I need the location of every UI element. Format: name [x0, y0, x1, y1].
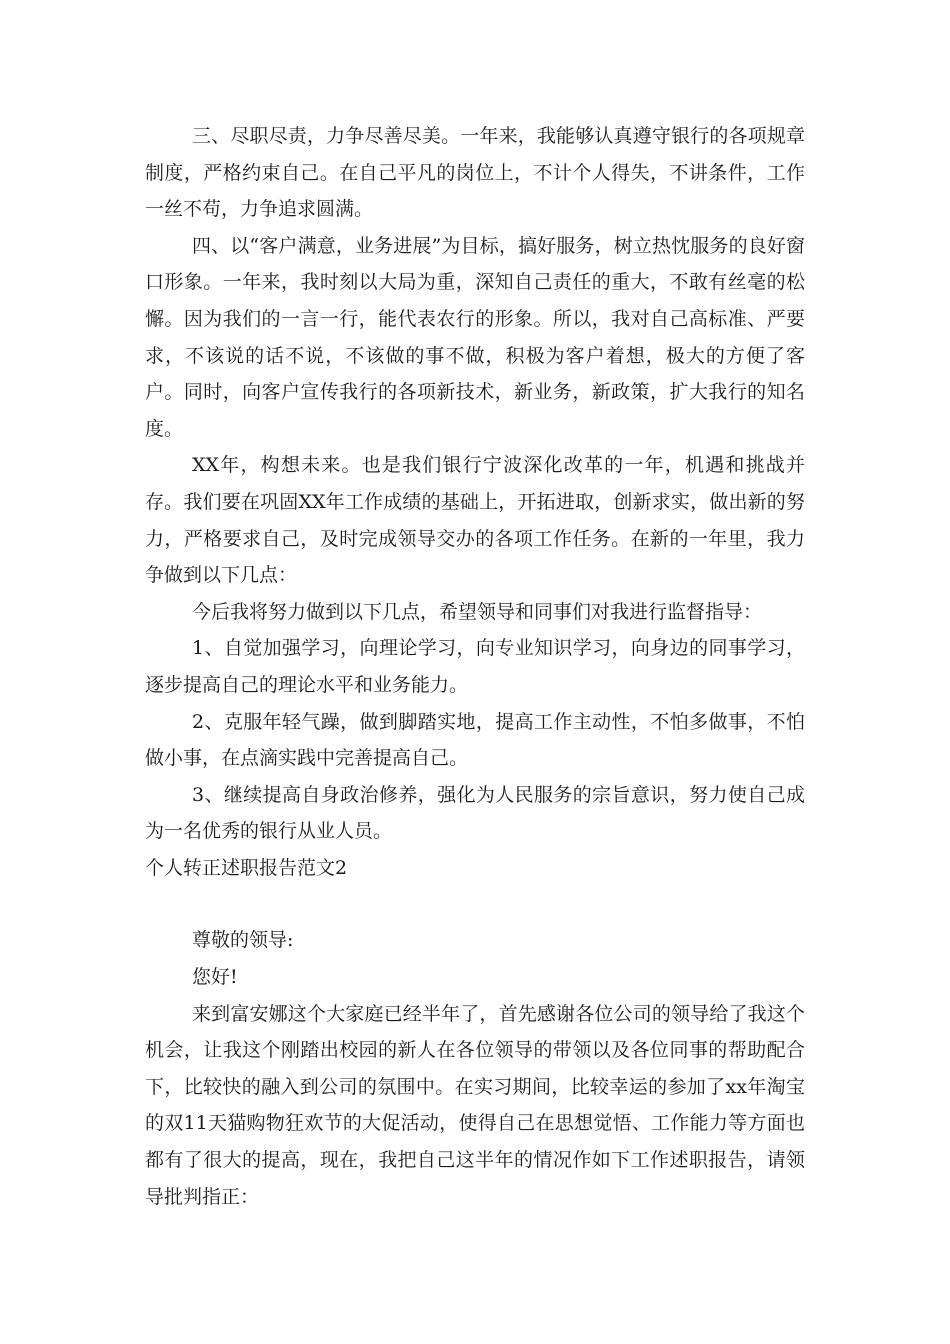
list-item-political-cultivation: 3、继续提高自身政治修养，强化为人民服务的宗旨意识，努力使自己成为一名优秀的银行从业人员。 [145, 783, 805, 843]
paragraph-introduction: 来到富安娜这个大家庭已经半年了，首先感谢各位公司的领导给了我这个机会，让我这个刚踏出校园的新人在各位领导的带领以及各位同事的帮助配合下，比较快的融入到公司的氛围中。在实习期间，比较幸运的参加了xx年淘宝的双11天猫购物狂欢节的大促活动，使得自己在思想觉悟、工作能力等方面也都有了很大的提高，现在，我把自己这半年的情况作如下工作述职报告，请领导批判指正： [145, 1002, 805, 1208]
greeting: 您好! [192, 966, 238, 989]
paragraph-duty: 三、尽职尽责，力争尽善尽美。一年来，我能够认真遵守银行的各项规章制度，严格约束自己。在自己平凡的岗位上，不计个人得失，不讲条件，工作一丝不苟，力争追求圆满。 [145, 125, 805, 221]
paragraph-future-plan: XX年，构想未来。也是我们银行宁波深化改革的一年，机遇和挑战并存。我们要在巩固XX年工作成绩的基础上，开拓进取，创新求实，做出新的努力，严格要求自己，及时完成领导交办的各项工作任务。在新的一年里，我力争做到以下几点： [145, 454, 805, 587]
salutation: 尊敬的领导: [192, 929, 294, 952]
document-page [145, 118, 805, 1215]
paragraph-customer-service: 四、以“客户满意，业务进展”为目标，搞好服务，树立热忱服务的良好窗口形象。一年来，我时刻以大局为重，深知自己责任的重大，不敢有丝毫的松懈。因为我们的一言一行，能代表农行的形象。所以，我对自己高标准、严要求，不该说的话不说，不该做的事不做，积极为客户着想，极大的方便了客户。同时，向客户宣传我行的各项新技术，新业务，新政策，扩大我行的知名度。 [145, 234, 805, 440]
list-item-diligence: 2、克服年轻气躁，做到脚踏实地，提高工作主动性，不怕多做事，不怕做小事，在点滴实践中完善提高自己。 [145, 710, 805, 770]
section-title: 个人转正述职报告范文2 [145, 856, 348, 879]
blank-line [145, 886, 805, 922]
paragraph-commitment-intro: 今后我将努力做到以下几点，希望领导和同事们对我进行监督指导： [192, 600, 763, 623]
list-item-study: 1、自觉加强学习，向理论学习，向专业知识学习，向身边的同事学习，逐步提高自己的理论水平和业务能力。 [145, 637, 805, 696]
